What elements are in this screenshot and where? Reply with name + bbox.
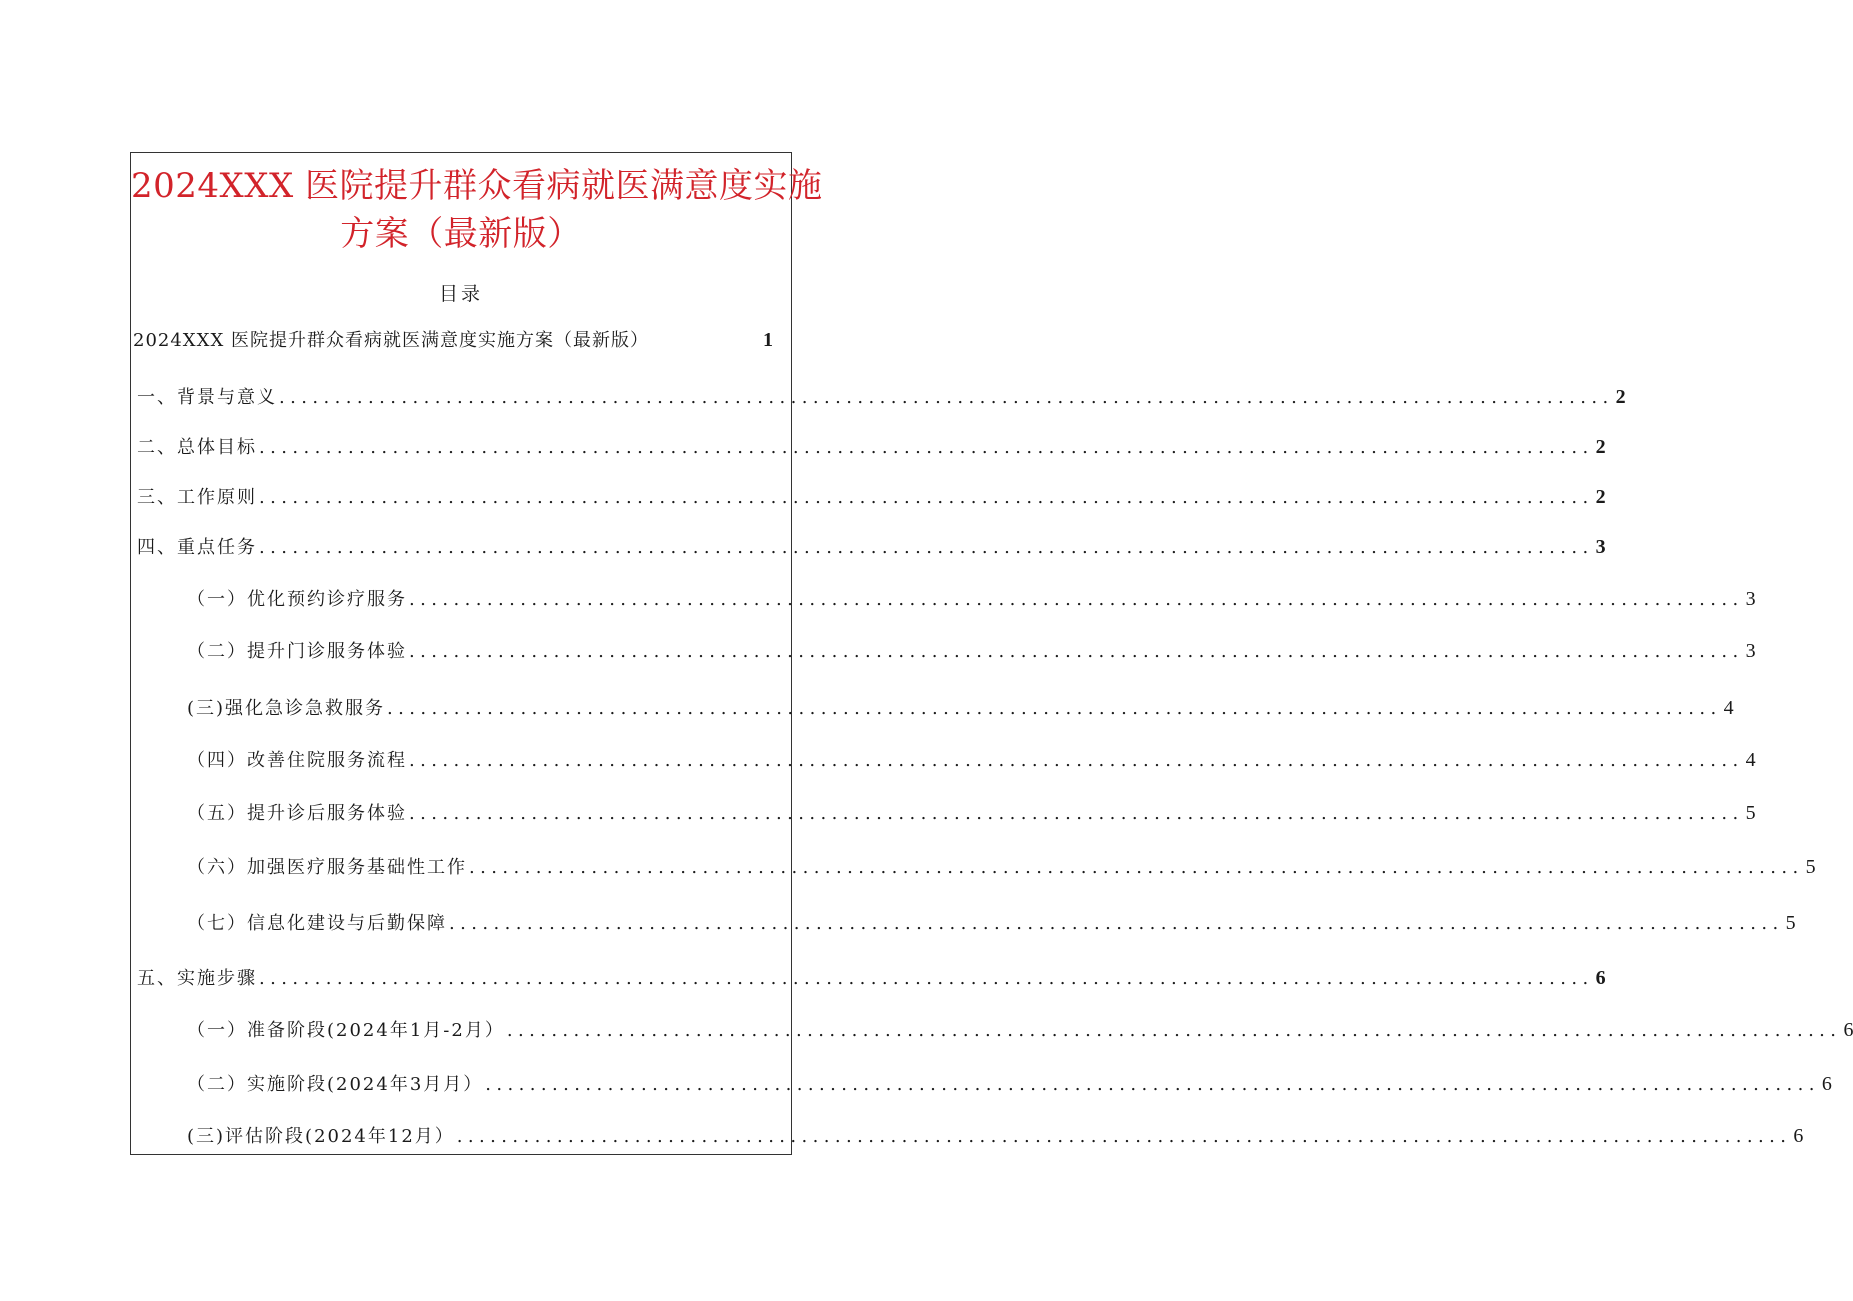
toc-entry-label: 二、总体目标 xyxy=(137,437,257,458)
toc-entry[interactable] xyxy=(137,486,1606,508)
toc-leader-dots: ........................................................................................................................ xyxy=(506,1020,1842,1041)
toc-page-number: 2 xyxy=(1615,386,1626,408)
toc-entry[interactable] xyxy=(187,1125,1804,1147)
toc-entry[interactable] xyxy=(187,802,1756,824)
toc-page-number: 6 xyxy=(1821,1073,1832,1095)
toc-entry-label: （四）改善住院服务流程 xyxy=(187,750,407,771)
toc-page-number: 6 xyxy=(1793,1125,1804,1147)
toc-leader-dots: ........................................................................................................................ xyxy=(469,857,1804,878)
toc-leader-dots: ........................................................................................................................ xyxy=(279,387,1614,408)
document-title-line-2: 方案（最新版） xyxy=(340,214,582,254)
toc-entry[interactable] xyxy=(137,386,1626,408)
toc-leader-dots: ........................................................................................................................ xyxy=(485,1074,1820,1095)
toc-heading: 目录 xyxy=(438,283,483,305)
toc-page-number: 1 xyxy=(763,329,773,351)
toc-leader-dots: ........................................................................................................................ xyxy=(259,968,1594,989)
toc-entry-label: （七）信息化建设与后勤保障 xyxy=(187,913,447,934)
toc-entry[interactable] xyxy=(187,697,1734,719)
toc-entry-label: （二）实施阶段(2024年3月月） xyxy=(187,1074,484,1095)
toc-entry[interactable] xyxy=(187,640,1756,662)
toc-page-number: 6 xyxy=(1595,967,1606,989)
toc-entry-label: 2024XXX 医院提升群众看病就医满意度实施方案（最新版） xyxy=(133,330,649,351)
toc-page-number: 3 xyxy=(1745,588,1756,610)
toc-entry[interactable] xyxy=(137,436,1606,458)
toc-entry-label: （五）提升诊后服务体验 xyxy=(187,803,407,824)
toc-page-number: 5 xyxy=(1745,802,1756,824)
toc-page-number: 6 xyxy=(1843,1019,1853,1041)
toc-leader-dots: ........................................................................................................................ xyxy=(449,913,1784,934)
toc-page-number: 4 xyxy=(1723,697,1734,719)
toc-entry[interactable] xyxy=(187,1073,1832,1095)
toc-leader-dots: ........................................................................................................................ xyxy=(456,1126,1792,1147)
toc-entry-label: （二）提升门诊服务体验 xyxy=(187,641,407,662)
toc-entry-label: 三、工作原则 xyxy=(137,487,257,508)
toc-leader-dots: ........................................................................................................................ xyxy=(409,641,1744,662)
toc-page-number: 5 xyxy=(1805,856,1816,878)
toc-entry[interactable] xyxy=(137,536,1606,558)
toc-leader-dots: ........................................................................................................................ xyxy=(409,589,1744,610)
toc-page-number: 3 xyxy=(1745,640,1756,662)
toc-leader-dots: ........................................................................................................................ xyxy=(259,537,1594,558)
toc-entry[interactable] xyxy=(187,856,1816,878)
toc-entry-label: 四、重点任务 xyxy=(137,537,257,558)
toc-leader-dots: ........................................................................................................................ xyxy=(259,487,1594,508)
toc-entry-label: (三)评估阶段(2024年12月） xyxy=(187,1126,455,1147)
toc-entry-label: （一）准备阶段(2024年1月-2月） xyxy=(187,1020,505,1041)
toc-page-number: 5 xyxy=(1785,912,1796,934)
toc-leader-dots: ........................................................................................................................ xyxy=(409,750,1744,771)
toc-entry-label: (三)强化急诊急救服务 xyxy=(187,698,386,719)
toc-page-number: 3 xyxy=(1595,536,1606,558)
toc-entry[interactable] xyxy=(187,912,1796,934)
toc-leader-dots: ........................................................................................................................ xyxy=(259,437,1594,458)
toc-entry-label: （六）加强医疗服务基础性工作 xyxy=(187,857,467,878)
toc-entry-label: 五、实施步骤 xyxy=(137,968,257,989)
toc-entry[interactable] xyxy=(133,330,773,350)
toc-leader-dots: ........................................................................................................................ xyxy=(387,698,1722,719)
toc-page-number: 2 xyxy=(1595,486,1606,508)
toc-entry[interactable] xyxy=(187,749,1756,771)
toc-entry[interactable] xyxy=(187,588,1756,610)
toc-page-number: 2 xyxy=(1595,436,1606,458)
toc-entry-label: （一）优化预约诊疗服务 xyxy=(187,589,407,610)
toc-leader-dots: ........................................................................................................................ xyxy=(409,803,1744,824)
toc-entry[interactable] xyxy=(187,1019,1853,1041)
document-title-line-1: 2024XXX 医院提升群众看病就医满意度实施 xyxy=(131,166,823,206)
toc-entry-label: 一、背景与意义 xyxy=(137,387,277,408)
toc-entry[interactable] xyxy=(137,967,1606,989)
toc-page-number: 4 xyxy=(1745,749,1756,771)
document-frame xyxy=(130,152,1853,1155)
